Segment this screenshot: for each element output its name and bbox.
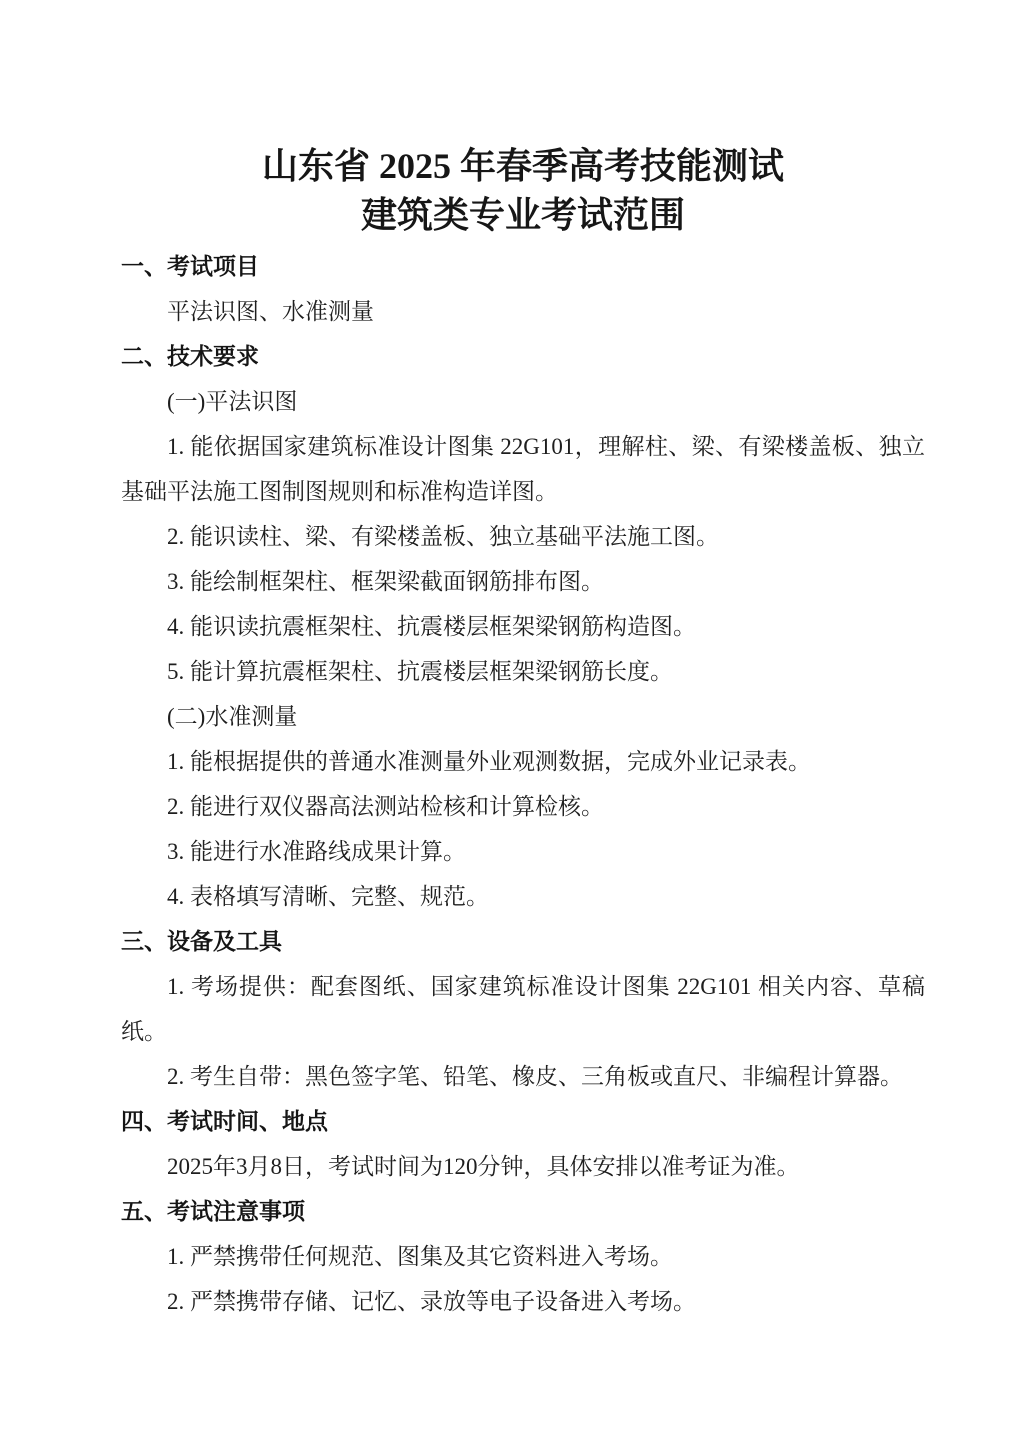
paragraph-exam-items: 平法识图、水准测量 bbox=[167, 299, 374, 324]
document-body bbox=[121, 244, 925, 1324]
list-item-leveling-4: 4. 表格填写清晰、完整、规范。 bbox=[167, 884, 489, 909]
section-heading-exam-items: 一、考试项目 bbox=[121, 253, 259, 279]
list-item-plan-reading-4: 4. 能识读抗震框架柱、抗震楼层框架梁钢筋构造图。 bbox=[167, 614, 696, 639]
section-heading-technical-requirements: 二、技术要求 bbox=[121, 343, 259, 369]
list-item-leveling-3: 3. 能进行水准路线成果计算。 bbox=[167, 839, 466, 864]
document-title-line-2: 建筑类专业考试范围 bbox=[360, 195, 685, 235]
section-heading-equipment-tools: 三、设备及工具 bbox=[121, 928, 282, 954]
subsection-heading-leveling: (二)水准测量 bbox=[167, 704, 298, 729]
list-item-equipment-2: 2. 考生自带：黑色签字笔、铅笔、橡皮、三角板或直尺、非编程计算器。 bbox=[167, 1064, 903, 1089]
subsection-heading-plan-reading: (一)平法识图 bbox=[167, 389, 298, 414]
document-content bbox=[121, 142, 925, 1324]
list-item-leveling-1: 1. 能根据提供的普通水准测量外业观测数据，完成外业记录表。 bbox=[167, 749, 811, 774]
list-item-plan-reading-2: 2. 能识读柱、梁、有梁楼盖板、独立基础平法施工图。 bbox=[167, 524, 719, 549]
document-title-line-1: 山东省 2025 年春季高考技能测试 bbox=[261, 146, 784, 186]
list-item-equipment-1: 1. 考场提供：配套图纸、国家建筑标准设计图集 22G101 相关内容、草稿纸。 bbox=[121, 974, 925, 1044]
list-item-plan-reading-1: 1. 能依据国家建筑标准设计图集 22G101，理解柱、梁、有梁楼盖板、独立基础平法施工图制图规则和标准构造详图。 bbox=[121, 434, 925, 504]
section-heading-exam-notes: 五、考试注意事项 bbox=[121, 1198, 305, 1224]
list-item-leveling-2: 2. 能进行双仪器高法测站检核和计算检核。 bbox=[167, 794, 604, 819]
list-item-notes-2: 2. 严禁携带存储、记忆、录放等电子设备进入考场。 bbox=[167, 1289, 696, 1314]
paragraph-exam-time: 2025年3月8日，考试时间为120分钟，具体安排以准考证为准。 bbox=[167, 1154, 800, 1179]
section-heading-exam-time-location: 四、考试时间、地点 bbox=[121, 1108, 328, 1134]
list-item-notes-1: 1. 严禁携带任何规范、图集及其它资料进入考场。 bbox=[167, 1244, 673, 1269]
document-title bbox=[121, 142, 925, 240]
list-item-plan-reading-5: 5. 能计算抗震框架柱、抗震楼层框架梁钢筋长度。 bbox=[167, 659, 673, 684]
list-item-plan-reading-3: 3. 能绘制框架柱、框架梁截面钢筋排布图。 bbox=[167, 569, 604, 594]
